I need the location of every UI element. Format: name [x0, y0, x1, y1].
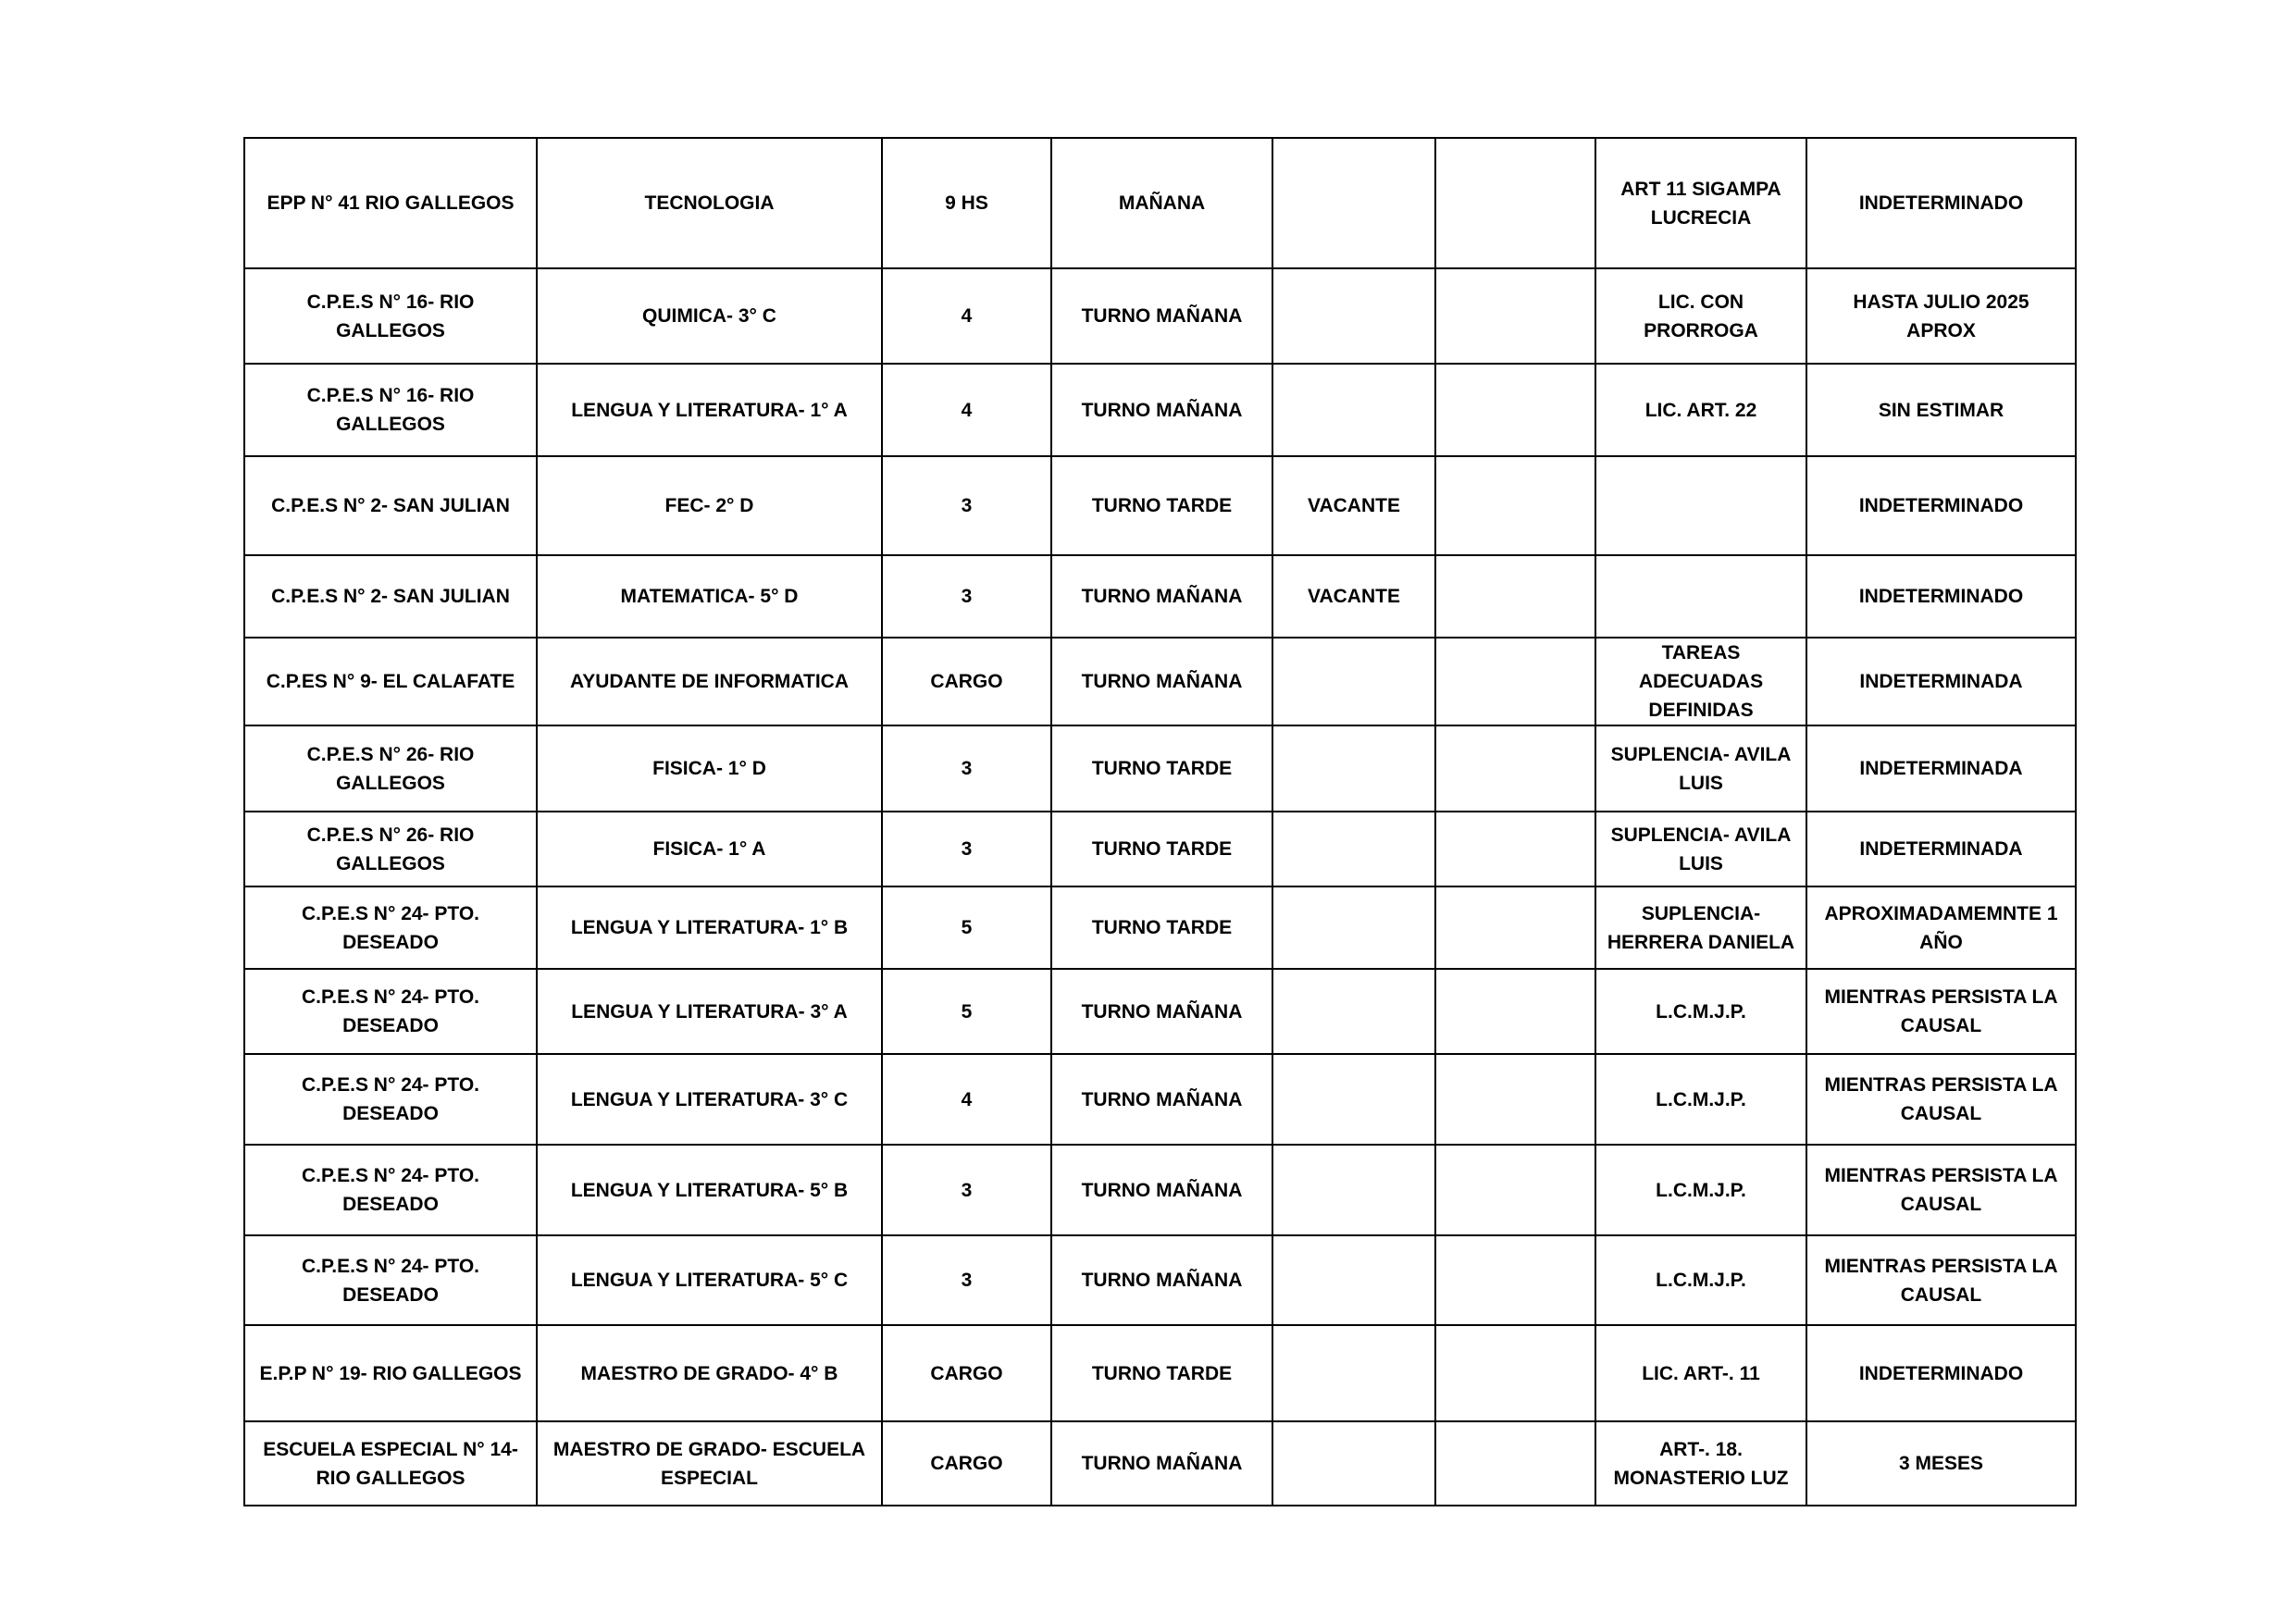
- hours-cell: 3: [882, 812, 1051, 886]
- vacancy-table: [243, 137, 2077, 1506]
- school-cell: C.P.E.S N° 24- PTO. DESEADO: [244, 1235, 537, 1325]
- table-row: [244, 268, 2076, 364]
- shift-cell: TURNO MAÑANA: [1051, 1421, 1272, 1506]
- subject-cell: FISICA- 1° D: [537, 725, 882, 812]
- table-row: [244, 1325, 2076, 1421]
- status-cell: [1272, 364, 1435, 456]
- subject-cell: QUIMICA- 3° C: [537, 268, 882, 364]
- table-row: [244, 886, 2076, 969]
- hours-cell: 4: [882, 1054, 1051, 1145]
- duration-cell: INDETERMINADO: [1806, 555, 2076, 638]
- subject-cell: LENGUA Y LITERATURA- 3° C: [537, 1054, 882, 1145]
- duration-cell: MIENTRAS PERSISTA LA CAUSAL: [1806, 969, 2076, 1054]
- school-cell: C.P.E.S N° 24- PTO. DESEADO: [244, 886, 537, 969]
- duration-cell: INDETERMINADO: [1806, 138, 2076, 268]
- extra-cell: [1435, 969, 1595, 1054]
- reason-cell: L.C.M.J.P.: [1595, 1235, 1806, 1325]
- reason-cell: L.C.M.J.P.: [1595, 1054, 1806, 1145]
- hours-cell: 3: [882, 1145, 1051, 1235]
- extra-cell: [1435, 638, 1595, 725]
- hours-cell: CARGO: [882, 1421, 1051, 1506]
- extra-cell: [1435, 456, 1595, 555]
- extra-cell: [1435, 268, 1595, 364]
- status-cell: [1272, 886, 1435, 969]
- subject-cell: LENGUA Y LITERATURA- 5° B: [537, 1145, 882, 1235]
- status-cell: [1272, 725, 1435, 812]
- school-cell: E.P.P N° 19- RIO GALLEGOS: [244, 1325, 537, 1421]
- vacancy-table-body: [244, 138, 2076, 1506]
- duration-cell: MIENTRAS PERSISTA LA CAUSAL: [1806, 1235, 2076, 1325]
- reason-cell: SUPLENCIA- AVILA LUIS: [1595, 812, 1806, 886]
- extra-cell: [1435, 725, 1595, 812]
- hours-cell: 5: [882, 969, 1051, 1054]
- shift-cell: TURNO MAÑANA: [1051, 268, 1272, 364]
- status-cell: [1272, 969, 1435, 1054]
- duration-cell: MIENTRAS PERSISTA LA CAUSAL: [1806, 1145, 2076, 1235]
- shift-cell: MAÑANA: [1051, 138, 1272, 268]
- reason-cell: LIC. ART-. 11: [1595, 1325, 1806, 1421]
- subject-cell: FEC- 2° D: [537, 456, 882, 555]
- shift-cell: TURNO TARDE: [1051, 456, 1272, 555]
- status-cell: [1272, 1145, 1435, 1235]
- table-row: [244, 812, 2076, 886]
- status-cell: [1272, 638, 1435, 725]
- reason-cell: ART-. 18. MONASTERIO LUZ: [1595, 1421, 1806, 1506]
- table-row: [244, 1145, 2076, 1235]
- hours-cell: 4: [882, 364, 1051, 456]
- reason-cell: TAREAS ADECUADAS DEFINIDAS: [1595, 638, 1806, 725]
- hours-cell: 3: [882, 555, 1051, 638]
- subject-cell: MAESTRO DE GRADO- 4° B: [537, 1325, 882, 1421]
- duration-cell: INDETERMINADA: [1806, 725, 2076, 812]
- table-row: [244, 138, 2076, 268]
- extra-cell: [1435, 1235, 1595, 1325]
- table-row: [244, 456, 2076, 555]
- extra-cell: [1435, 812, 1595, 886]
- school-cell: C.P.E.S N° 26- RIO GALLEGOS: [244, 725, 537, 812]
- school-cell: C.P.E.S N° 24- PTO. DESEADO: [244, 1054, 537, 1145]
- hours-cell: 4: [882, 268, 1051, 364]
- shift-cell: TURNO TARDE: [1051, 812, 1272, 886]
- school-cell: C.P.E.S N° 24- PTO. DESEADO: [244, 969, 537, 1054]
- shift-cell: TURNO MAÑANA: [1051, 638, 1272, 725]
- school-cell: EPP N° 41 RIO GALLEGOS: [244, 138, 537, 268]
- shift-cell: TURNO MAÑANA: [1051, 969, 1272, 1054]
- duration-cell: 3 MESES: [1806, 1421, 2076, 1506]
- status-cell: [1272, 1421, 1435, 1506]
- reason-cell: LIC. ART. 22: [1595, 364, 1806, 456]
- duration-cell: INDETERMINADA: [1806, 812, 2076, 886]
- reason-cell: SUPLENCIA- HERRERA DANIELA: [1595, 886, 1806, 969]
- duration-cell: SIN ESTIMAR: [1806, 364, 2076, 456]
- table-row: [244, 1235, 2076, 1325]
- extra-cell: [1435, 886, 1595, 969]
- subject-cell: AYUDANTE DE INFORMATICA: [537, 638, 882, 725]
- subject-cell: LENGUA Y LITERATURA- 1° A: [537, 364, 882, 456]
- extra-cell: [1435, 1145, 1595, 1235]
- school-cell: C.P.E.S N° 26- RIO GALLEGOS: [244, 812, 537, 886]
- reason-cell: LIC. CON PRORROGA: [1595, 268, 1806, 364]
- duration-cell: INDETERMINADO: [1806, 456, 2076, 555]
- shift-cell: TURNO TARDE: [1051, 725, 1272, 812]
- reason-cell: [1595, 456, 1806, 555]
- subject-cell: FISICA- 1° A: [537, 812, 882, 886]
- extra-cell: [1435, 364, 1595, 456]
- shift-cell: TURNO MAÑANA: [1051, 1054, 1272, 1145]
- shift-cell: TURNO MAÑANA: [1051, 555, 1272, 638]
- table-row: [244, 364, 2076, 456]
- shift-cell: TURNO MAÑANA: [1051, 1235, 1272, 1325]
- school-cell: C.P.ES N° 9- EL CALAFATE: [244, 638, 537, 725]
- school-cell: C.P.E.S N° 24- PTO. DESEADO: [244, 1145, 537, 1235]
- duration-cell: INDETERMINADA: [1806, 638, 2076, 725]
- shift-cell: TURNO TARDE: [1051, 1325, 1272, 1421]
- duration-cell: HASTA JULIO 2025 APROX: [1806, 268, 2076, 364]
- extra-cell: [1435, 1054, 1595, 1145]
- extra-cell: [1435, 1421, 1595, 1506]
- reason-cell: SUPLENCIA- AVILA LUIS: [1595, 725, 1806, 812]
- table-row: [244, 969, 2076, 1054]
- reason-cell: [1595, 555, 1806, 638]
- status-cell: [1272, 1235, 1435, 1325]
- duration-cell: INDETERMINADO: [1806, 1325, 2076, 1421]
- school-cell: C.P.E.S N° 16- RIO GALLEGOS: [244, 364, 537, 456]
- reason-cell: L.C.M.J.P.: [1595, 969, 1806, 1054]
- reason-cell: L.C.M.J.P.: [1595, 1145, 1806, 1235]
- hours-cell: CARGO: [882, 638, 1051, 725]
- subject-cell: MAESTRO DE GRADO- ESCUELA ESPECIAL: [537, 1421, 882, 1506]
- duration-cell: MIENTRAS PERSISTA LA CAUSAL: [1806, 1054, 2076, 1145]
- status-cell: [1272, 138, 1435, 268]
- duration-cell: APROXIMADAMEMNTE 1 AÑO: [1806, 886, 2076, 969]
- status-cell: [1272, 1054, 1435, 1145]
- status-cell: [1272, 1325, 1435, 1421]
- status-cell: [1272, 268, 1435, 364]
- extra-cell: [1435, 1325, 1595, 1421]
- subject-cell: LENGUA Y LITERATURA- 3° A: [537, 969, 882, 1054]
- school-cell: C.P.E.S N° 2- SAN JULIAN: [244, 456, 537, 555]
- table-row: [244, 638, 2076, 725]
- hours-cell: CARGO: [882, 1325, 1051, 1421]
- hours-cell: 3: [882, 1235, 1051, 1325]
- extra-cell: [1435, 555, 1595, 638]
- school-cell: C.P.E.S N° 2- SAN JULIAN: [244, 555, 537, 638]
- subject-cell: LENGUA Y LITERATURA- 1° B: [537, 886, 882, 969]
- shift-cell: TURNO MAÑANA: [1051, 1145, 1272, 1235]
- shift-cell: TURNO MAÑANA: [1051, 364, 1272, 456]
- status-cell: [1272, 812, 1435, 886]
- extra-cell: [1435, 138, 1595, 268]
- subject-cell: LENGUA Y LITERATURA- 5° C: [537, 1235, 882, 1325]
- hours-cell: 9 HS: [882, 138, 1051, 268]
- status-cell: VACANTE: [1272, 555, 1435, 638]
- hours-cell: 5: [882, 886, 1051, 969]
- subject-cell: TECNOLOGIA: [537, 138, 882, 268]
- hours-cell: 3: [882, 725, 1051, 812]
- hours-cell: 3: [882, 456, 1051, 555]
- table-row: [244, 725, 2076, 812]
- table-row: [244, 1054, 2076, 1145]
- table-row: [244, 555, 2076, 638]
- subject-cell: MATEMATICA- 5° D: [537, 555, 882, 638]
- school-cell: ESCUELA ESPECIAL N° 14- RIO GALLEGOS: [244, 1421, 537, 1506]
- school-cell: C.P.E.S N° 16- RIO GALLEGOS: [244, 268, 537, 364]
- reason-cell: ART 11 SIGAMPA LUCRECIA: [1595, 138, 1806, 268]
- shift-cell: TURNO TARDE: [1051, 886, 1272, 969]
- status-cell: VACANTE: [1272, 456, 1435, 555]
- table-row: [244, 1421, 2076, 1506]
